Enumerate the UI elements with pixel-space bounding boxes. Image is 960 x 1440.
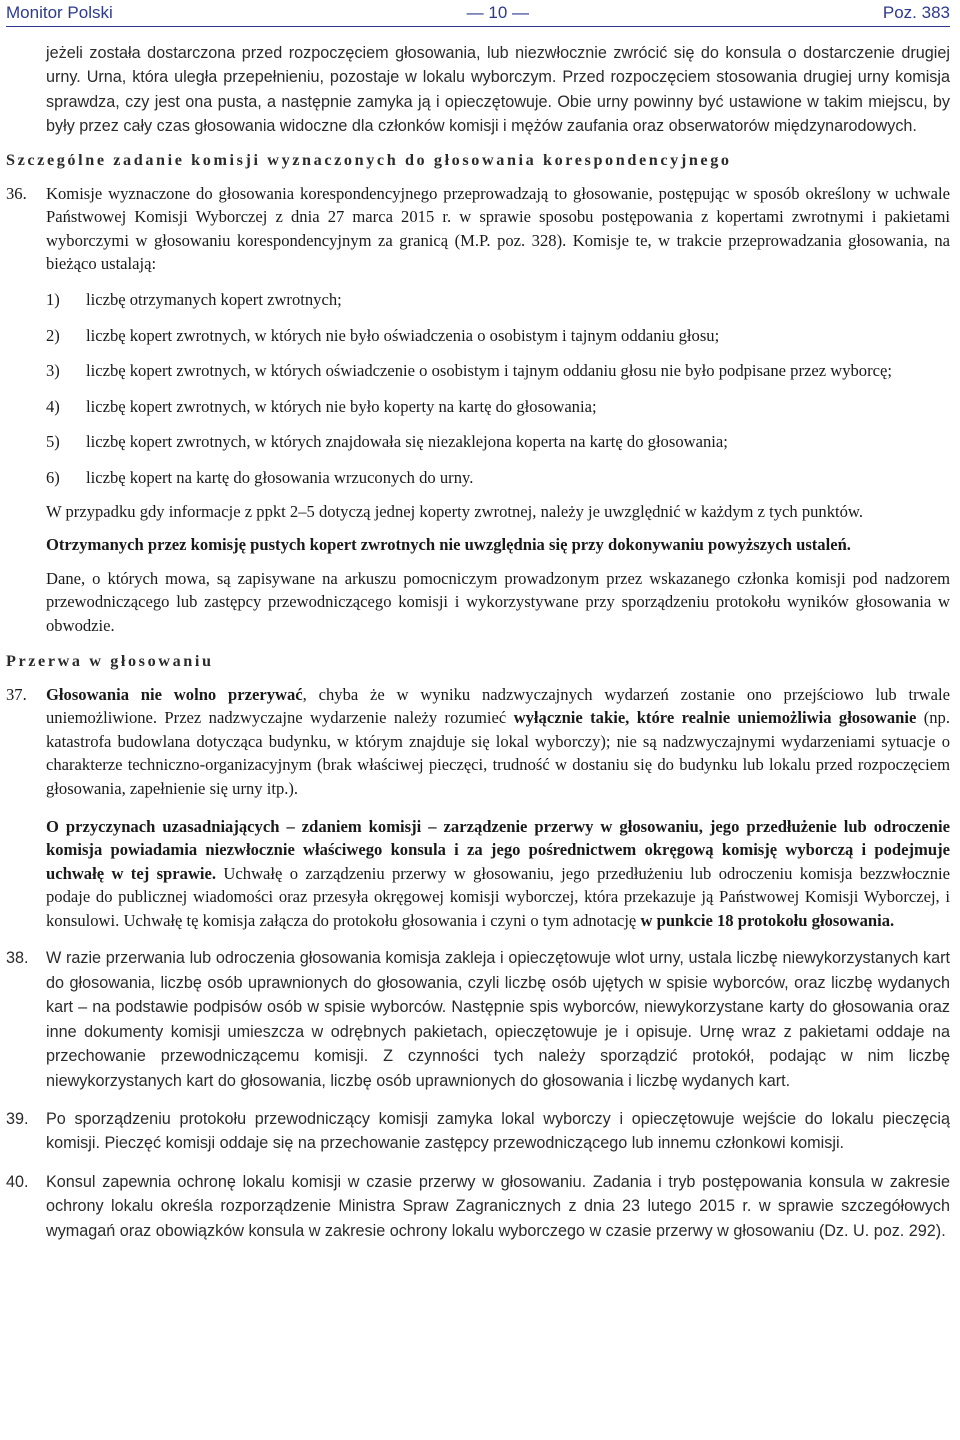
list-item xyxy=(6,324,950,348)
emphasis-text: w punkcie 18 protokołu głosowania. xyxy=(640,910,895,930)
paragraph-37-continued xyxy=(6,815,950,933)
item-text: liczbę kopert zwrotnych, w których nie było koperty na kartę do głosowania; xyxy=(86,396,597,416)
item-number: 1) xyxy=(46,290,60,309)
emphasis-text: O przyczynach uzasadniających – zdaniem komisji – zarządzenie przerwy w głosowaniu, jego przedłużenie lub odroczenie komisja powiadamia niezwłocznie właściwego konsula i za jego pośrednictwem okręgową komisję wyborczą i podejmuje uchwałę w tej sprawie. xyxy=(46,816,950,883)
section-heading-break: Przerwa w głosowaniu xyxy=(6,651,214,670)
paragraph-number: 39. xyxy=(6,1109,29,1128)
body-text: (np. katastrofa budowlana dotycząca budynku, w którym znajduje się lokal wyborczy); nie są nadzwyczajnymi wydarzeniami sytuacje o charakterze techniczno-organizacyjnym (brak właściwej pieczęci, trudność w dostaniu się do budynku lub lokalu przed rozpoczęciem głosowania, zapełnienie się urny itp.). xyxy=(46,708,950,798)
paragraph-text: Konsul zapewnia ochronę lokalu komisji w czasie przerwy w głosowaniu. Zadania i tryb postępowania konsula w zakresie ochrony lokalu określa rozporządzenie Ministra Spraw Zagranicznych z dnia 23 lutego 2015 r. w sprawie szczegółowych wymagań oraz obowiązków konsula w zakresie ochrony lokalu wyborczego w czasie przerwy w głosowaniu (Dz. U. poz. 292). xyxy=(46,1172,950,1240)
section-heading-correspondence: Szczególne zadanie komisji wyznaczonych do głosowania korespondencyjnego xyxy=(6,150,732,169)
paragraph-40 xyxy=(6,1170,950,1243)
list-item xyxy=(6,288,950,312)
item-text: liczbę kopert zwrotnych, w których oświadczenie o osobistym i tajnym oddaniu głosu nie było podpisane przez wyborcę; xyxy=(86,361,892,381)
body-text: Uchwałę o zarządzeniu przerwy w głosowaniu, jego przedłużeniu lub odroczeniu komisja bezzwłocznie podaje do publicznej wiadomości oraz przesyła okręgowej komisji wyborczej, która przekazuje ją Państwowej Komisji Wyborczej, i konsulowi. Uchwałę tę komisja załącza do protokołu głosowania i czyni o tym adnotację xyxy=(46,863,950,930)
item-text: liczbę kopert na kartę do głosowania wrzuconych do urny. xyxy=(86,467,474,487)
list-item xyxy=(6,395,950,419)
item-number: 5) xyxy=(46,432,60,452)
item-number: 4) xyxy=(46,396,60,416)
paragraph-39 xyxy=(6,1107,950,1156)
intro-text: jeżeli została dostarczona przed rozpoczęciem głosowania, lub niezwłocznie zwrócić się do konsula o dostarczenie drugiej urny. Urna, która uległa przepełnieniu, pozostaje w lokalu wyborczym. Przed rozpoczęciem stosowania drugiej urny komisja sprawdza, czy jest ona pusta, a następnie zamyka ją i opieczętowuje. Obie urny powinny być ustawione w takim miejscu, by były przez cały czas głosowania widoczne dla członków komisji i mężów zaufania oraz obserwatorów międzynarodowych. xyxy=(46,44,950,136)
list-item xyxy=(6,466,950,490)
emphasis-text: wyłącznie takie, które realnie uniemożliwia głosowanie xyxy=(513,708,917,728)
item-text: liczbę kopert zwrotnych, w których znajdowała się niezaklejona koperta na kartę do głosowania; xyxy=(86,432,728,452)
paragraph-bold-note: Otrzymanych przez komisję pustych kopert zwrotnych nie uwzględnia się przy dokonywaniu powyższych ustaleń. xyxy=(46,535,851,555)
sub-item-list xyxy=(6,288,950,490)
paragraph-number: 37. xyxy=(6,684,27,704)
paragraph-number: 40. xyxy=(6,1172,29,1191)
item-text: liczbę otrzymanych kopert zwrotnych; xyxy=(86,290,342,309)
emphasis-text: Głosowania nie wolno przerywać xyxy=(46,684,303,704)
position-number: Poz. 383 xyxy=(882,3,950,22)
item-number: 6) xyxy=(46,467,60,487)
paragraph-number: 38. xyxy=(6,949,29,968)
page-number: — 10 — xyxy=(466,3,529,22)
paragraph-36 xyxy=(6,182,950,276)
paragraph-text: Komisje wyznaczone do głosowania korespondencyjnego przeprowadzają to głosowanie, postępując w sposób określony w uchwale Państwowej Komisji Wyborczej z dnia 27 marca 2015 r. w sprawie sposobu postępowania z kopertami zwrotnymi i pakietami wyborczymi w głosowaniu korespondencyjnym za granicą (M.P. poz. 328). Komisje te, w trakcie przeprowadzania głosowania, na bieżąco ustalają: xyxy=(46,183,950,274)
paragraph-data-note: Dane, o których mowa, są zapisywane na arkuszu pomocniczym prowadzonym przez wskazanego członka komisji pod nadzorem przewodniczącego lub zastępcy przewodniczącego komisji i wykorzystywane przy sporządzeniu protokołu wyników głosowania w obwodzie. xyxy=(46,568,950,635)
paragraph-text xyxy=(46,683,950,801)
paragraph-ppkt-note: W przypadku gdy informacje z ppkt 2–5 dotyczą jednej koperty zwrotnej, należy je uwzględnić w każdym z tych punktów. xyxy=(46,501,863,521)
paragraph-number: 36. xyxy=(6,183,27,203)
body-text: , chyba że w wyniku nadzwyczajnych wydarzeń zostanie ono przejściowo lub trwale uniemożliwione. Przez nadzwyczajne wydarzenie należy rozumieć xyxy=(46,684,950,728)
item-text: liczbę kopert zwrotnych, w których nie było oświadczenia o osobistym i tajnym oddaniu głosu; xyxy=(86,325,720,345)
paragraph-text: Po sporządzeniu protokołu przewodniczący komisji zamyka lokal wyborczy i opieczętowuje wejście do lokalu pieczęcią komisji. Pieczęć komisji oddaje się na przechowanie zastępcy przewodniczącego lub innemu członkowi komisji. xyxy=(46,1109,950,1153)
list-item xyxy=(6,430,950,454)
page-header xyxy=(6,0,950,27)
paragraph-text: W razie przerwania lub odroczenia głosowania komisja zakleja i opieczętowuje wlot urny, ustala liczbę niewykorzystanych kart do głosowania, liczbę osób uprawnionych do głosowania, czyli liczbę osób ujętych w spisie wyborców, oraz liczbę wydanych kart – na podstawie podpisów osób w spisie wyborców. Następnie spis wyborców, niewykorzystane karty do głosowania oraz inne dokumenty komisji umieszcza w odrębnych pakietach, opieczętowuje je i opisuje. Urnę wraz z pakietami oddaje na przechowanie przewodniczącemu komisji. Z czynności tych należy sporządzić protokół, podając w nim liczbę niewykorzystanych kart do głosowania, liczbę osób uprawnionych do głosowania i liczbę wydanych kart. xyxy=(46,949,950,1090)
list-item xyxy=(6,359,950,383)
paragraph-38 xyxy=(6,946,950,1092)
publication-title: Monitor Polski xyxy=(6,3,113,22)
intro-paragraph xyxy=(6,41,950,139)
item-number: 2) xyxy=(46,325,60,345)
paragraph-37 xyxy=(6,683,950,801)
item-number: 3) xyxy=(46,361,60,381)
